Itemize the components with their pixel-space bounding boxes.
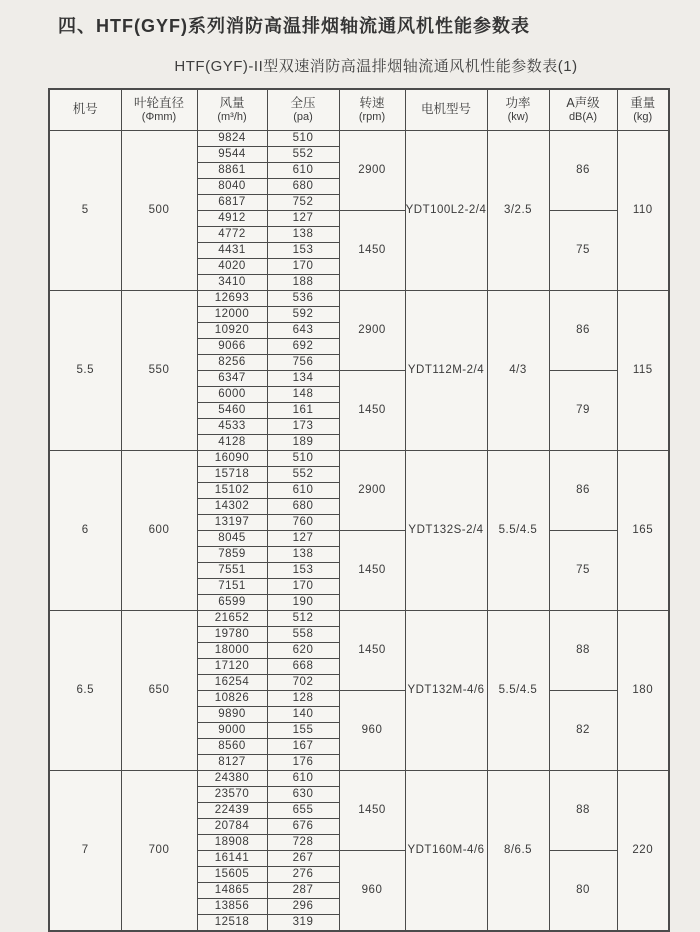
column-header-impeller-diameter [121, 89, 197, 131]
performance-table [48, 88, 670, 932]
cell-impeller-diameter: 700 [121, 771, 197, 932]
cell-air-flow: 9544 [197, 147, 267, 163]
cell-model-no: 5 [49, 131, 121, 291]
cell-total-pressure: 592 [267, 307, 339, 323]
table-row [49, 131, 669, 147]
cell-total-pressure: 512 [267, 611, 339, 627]
cell-air-flow: 18908 [197, 835, 267, 851]
cell-noise-low: 75 [549, 531, 617, 611]
cell-air-flow: 15718 [197, 467, 267, 483]
cell-air-flow: 9824 [197, 131, 267, 147]
cell-total-pressure: 610 [267, 483, 339, 499]
cell-total-pressure: 643 [267, 323, 339, 339]
cell-air-flow: 8560 [197, 739, 267, 755]
column-header-speed [339, 89, 405, 131]
cell-air-flow: 9890 [197, 707, 267, 723]
cell-total-pressure: 610 [267, 163, 339, 179]
cell-impeller-diameter: 650 [121, 611, 197, 771]
cell-air-flow: 7551 [197, 563, 267, 579]
cell-air-flow: 12518 [197, 915, 267, 932]
column-header-model-no [49, 89, 121, 131]
cell-air-flow: 22439 [197, 803, 267, 819]
cell-air-flow: 16254 [197, 675, 267, 691]
cell-power: 5.5/4.5 [487, 611, 549, 771]
cell-air-flow: 17120 [197, 659, 267, 675]
column-header-label: 全压 [290, 95, 316, 110]
table-row [49, 451, 669, 467]
cell-total-pressure: 552 [267, 147, 339, 163]
column-header-power [487, 89, 549, 131]
cell-noise-high: 88 [549, 611, 617, 691]
cell-noise-low: 75 [549, 211, 617, 291]
table-body [49, 131, 669, 932]
cell-total-pressure: 756 [267, 355, 339, 371]
cell-total-pressure: 510 [267, 131, 339, 147]
cell-air-flow: 4431 [197, 243, 267, 259]
cell-total-pressure: 760 [267, 515, 339, 531]
cell-total-pressure: 153 [267, 563, 339, 579]
cell-total-pressure: 728 [267, 835, 339, 851]
cell-model-no: 7 [49, 771, 121, 932]
cell-air-flow: 18000 [197, 643, 267, 659]
cell-air-flow: 6000 [197, 387, 267, 403]
cell-air-flow: 4533 [197, 419, 267, 435]
column-header-label: 功率 [505, 95, 531, 110]
cell-air-flow: 10826 [197, 691, 267, 707]
column-header-unit: (kg) [633, 111, 653, 124]
cell-air-flow: 6817 [197, 195, 267, 211]
cell-air-flow: 15102 [197, 483, 267, 499]
column-header-label: A声级 [566, 95, 600, 110]
cell-total-pressure: 620 [267, 643, 339, 659]
cell-air-flow: 14302 [197, 499, 267, 515]
cell-air-flow: 13856 [197, 899, 267, 915]
cell-motor-model: YDT132M-4/6 [405, 611, 487, 771]
cell-total-pressure: 319 [267, 915, 339, 932]
cell-speed-low: 1450 [339, 371, 405, 451]
cell-motor-model: YDT132S-2/4 [405, 451, 487, 611]
cell-impeller-diameter: 500 [121, 131, 197, 291]
column-header-label: 转速 [359, 95, 385, 110]
cell-air-flow: 6599 [197, 595, 267, 611]
cell-total-pressure: 138 [267, 227, 339, 243]
cell-model-no: 6.5 [49, 611, 121, 771]
cell-air-flow: 24380 [197, 771, 267, 787]
column-header-noise-level [549, 89, 617, 131]
cell-speed-low: 960 [339, 851, 405, 932]
table-row [49, 611, 669, 627]
cell-noise-low: 79 [549, 371, 617, 451]
cell-air-flow: 8256 [197, 355, 267, 371]
cell-impeller-diameter: 550 [121, 291, 197, 451]
cell-speed-high: 2900 [339, 451, 405, 531]
column-header-label: 机号 [72, 102, 98, 117]
cell-total-pressure: 692 [267, 339, 339, 355]
cell-air-flow: 23570 [197, 787, 267, 803]
cell-air-flow: 7151 [197, 579, 267, 595]
cell-speed-high: 2900 [339, 291, 405, 371]
column-header-unit: dB(A) [568, 111, 598, 124]
cell-power: 8/6.5 [487, 771, 549, 932]
column-header-motor-model [405, 89, 487, 131]
cell-motor-model: YDT100L2-2/4 [405, 131, 487, 291]
cell-air-flow: 4772 [197, 227, 267, 243]
cell-total-pressure: 752 [267, 195, 339, 211]
cell-total-pressure: 276 [267, 867, 339, 883]
cell-noise-high: 86 [549, 291, 617, 371]
cell-model-no: 5.5 [49, 291, 121, 451]
cell-total-pressure: 161 [267, 403, 339, 419]
cell-total-pressure: 138 [267, 547, 339, 563]
cell-noise-low: 82 [549, 691, 617, 771]
column-header-unit: (Φmm) [141, 111, 177, 124]
cell-noise-high: 88 [549, 771, 617, 851]
cell-model-no: 6 [49, 451, 121, 611]
cell-air-flow: 12000 [197, 307, 267, 323]
column-header-label: 叶轮直径 [133, 95, 184, 110]
cell-air-flow: 10920 [197, 323, 267, 339]
table-row [49, 291, 669, 307]
cell-total-pressure: 167 [267, 739, 339, 755]
cell-total-pressure: 680 [267, 179, 339, 195]
cell-total-pressure: 140 [267, 707, 339, 723]
cell-air-flow: 9000 [197, 723, 267, 739]
cell-total-pressure: 189 [267, 435, 339, 451]
column-header-unit: (pa) [293, 111, 313, 124]
cell-speed-high: 1450 [339, 611, 405, 691]
cell-weight: 180 [617, 611, 669, 771]
cell-speed-high: 1450 [339, 771, 405, 851]
cell-motor-model: YDT160M-4/6 [405, 771, 487, 932]
cell-air-flow: 15605 [197, 867, 267, 883]
cell-total-pressure: 287 [267, 883, 339, 899]
column-header-unit: (m³/h) [217, 111, 247, 124]
cell-total-pressure: 170 [267, 259, 339, 275]
cell-motor-model: YDT112M-2/4 [405, 291, 487, 451]
cell-total-pressure: 153 [267, 243, 339, 259]
cell-total-pressure: 630 [267, 787, 339, 803]
cell-air-flow: 20784 [197, 819, 267, 835]
cell-weight: 115 [617, 291, 669, 451]
cell-speed-low: 960 [339, 691, 405, 771]
cell-power: 3/2.5 [487, 131, 549, 291]
cell-speed-low: 1450 [339, 531, 405, 611]
cell-air-flow: 8040 [197, 179, 267, 195]
cell-air-flow: 14865 [197, 883, 267, 899]
table-subtitle: HTF(GYF)-II型双速消防高温排烟轴流通风机性能参数表(1) [174, 58, 578, 75]
cell-noise-high: 86 [549, 451, 617, 531]
cell-air-flow: 5460 [197, 403, 267, 419]
cell-total-pressure: 155 [267, 723, 339, 739]
table-header-row [49, 89, 669, 131]
cell-weight: 165 [617, 451, 669, 611]
cell-weight: 110 [617, 131, 669, 291]
cell-total-pressure: 676 [267, 819, 339, 835]
cell-total-pressure: 702 [267, 675, 339, 691]
cell-air-flow: 8861 [197, 163, 267, 179]
cell-noise-high: 86 [549, 131, 617, 211]
cell-total-pressure: 536 [267, 291, 339, 307]
cell-impeller-diameter: 600 [121, 451, 197, 611]
cell-total-pressure: 510 [267, 451, 339, 467]
page-title: 四、HTF(GYF)系列消防高温排烟轴流通风机性能参数表 [58, 16, 530, 36]
column-header-label: 电机型号 [420, 102, 471, 117]
column-header-unit: (kw) [507, 111, 529, 124]
cell-total-pressure: 267 [267, 851, 339, 867]
cell-air-flow: 4912 [197, 211, 267, 227]
cell-air-flow: 8045 [197, 531, 267, 547]
column-header-label: 风量 [219, 95, 245, 110]
cell-total-pressure: 134 [267, 371, 339, 387]
cell-air-flow: 8127 [197, 755, 267, 771]
cell-total-pressure: 127 [267, 531, 339, 547]
cell-total-pressure: 552 [267, 467, 339, 483]
cell-total-pressure: 170 [267, 579, 339, 595]
table-row [49, 771, 669, 787]
cell-total-pressure: 190 [267, 595, 339, 611]
cell-total-pressure: 176 [267, 755, 339, 771]
cell-total-pressure: 188 [267, 275, 339, 291]
cell-total-pressure: 655 [267, 803, 339, 819]
cell-air-flow: 3410 [197, 275, 267, 291]
column-header-total-pressure [267, 89, 339, 131]
cell-total-pressure: 148 [267, 387, 339, 403]
cell-weight: 220 [617, 771, 669, 932]
cell-total-pressure: 173 [267, 419, 339, 435]
cell-power: 4/3 [487, 291, 549, 451]
column-header-label: 重量 [630, 95, 656, 110]
cell-air-flow: 4128 [197, 435, 267, 451]
cell-total-pressure: 127 [267, 211, 339, 227]
cell-total-pressure: 128 [267, 691, 339, 707]
cell-speed-high: 2900 [339, 131, 405, 211]
cell-air-flow: 13197 [197, 515, 267, 531]
cell-air-flow: 7859 [197, 547, 267, 563]
cell-air-flow: 6347 [197, 371, 267, 387]
column-header-unit: (rpm) [358, 111, 386, 124]
cell-air-flow: 9066 [197, 339, 267, 355]
cell-speed-low: 1450 [339, 211, 405, 291]
column-header-weight [617, 89, 669, 131]
column-header-air-flow [197, 89, 267, 131]
cell-noise-low: 80 [549, 851, 617, 932]
cell-total-pressure: 558 [267, 627, 339, 643]
cell-air-flow: 12693 [197, 291, 267, 307]
cell-air-flow: 19780 [197, 627, 267, 643]
cell-air-flow: 21652 [197, 611, 267, 627]
cell-total-pressure: 668 [267, 659, 339, 675]
cell-total-pressure: 680 [267, 499, 339, 515]
cell-power: 5.5/4.5 [487, 451, 549, 611]
cell-air-flow: 16090 [197, 451, 267, 467]
cell-total-pressure: 296 [267, 899, 339, 915]
cell-total-pressure: 610 [267, 771, 339, 787]
cell-air-flow: 16141 [197, 851, 267, 867]
cell-air-flow: 4020 [197, 259, 267, 275]
